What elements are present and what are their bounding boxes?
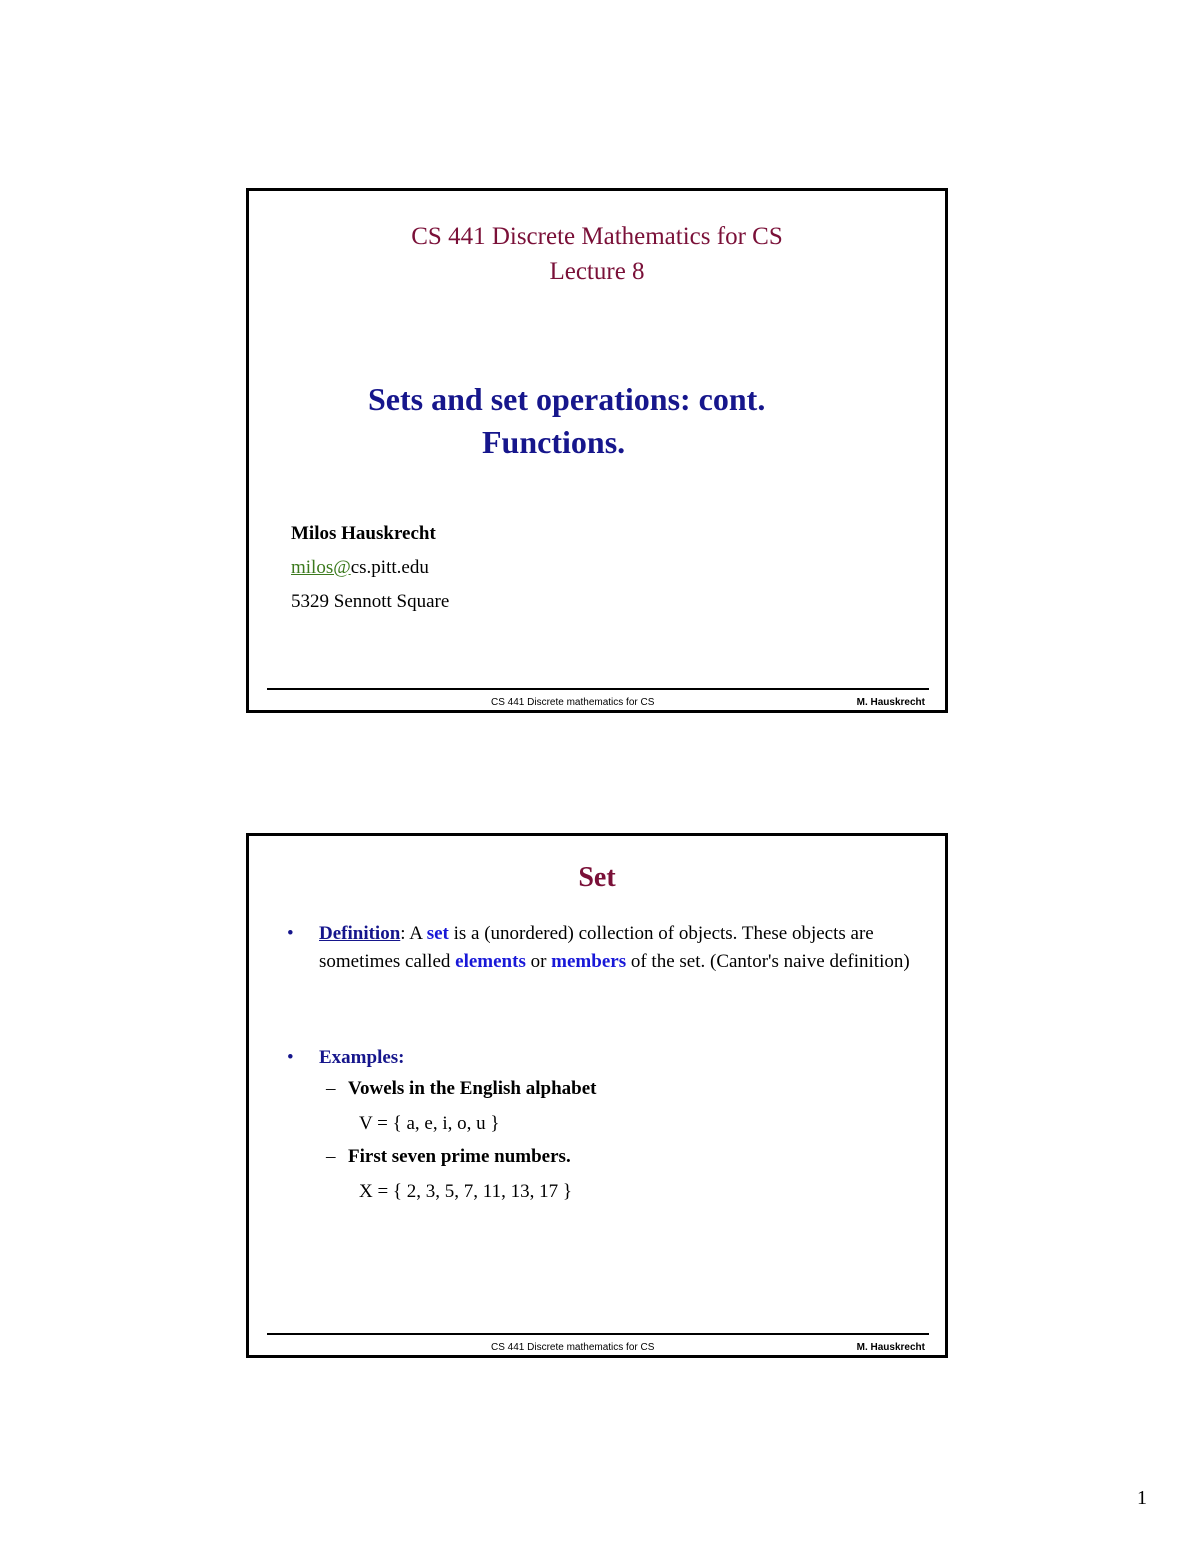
slide-2 [246,833,948,1358]
footer-author: M. Hauskrecht [856,697,925,708]
email-link[interactable]: milos@ [291,557,351,578]
slide-title-line-2: Functions. [482,424,626,460]
definition-label: Definition [319,923,401,944]
definition-colon: : A [400,923,427,944]
example-2-set: X = { 2, 3, 5, 7, 11, 13, 17 } [359,1181,572,1202]
footer-divider [267,1333,929,1335]
course-title: CS 441 Discrete Mathematics for CS [411,223,783,250]
bullet-icon: • [287,923,294,944]
term-members: members [551,951,627,972]
author-email [291,557,429,579]
example-1-title: Vowels in the English alphabet [348,1078,597,1099]
example-1-set: V = { a, e, i, o, u } [359,1113,500,1134]
footer-divider [267,688,929,690]
slide-1 [246,188,948,713]
office-location: 5329 Sennott Square [291,591,450,612]
term-set: set [426,923,449,944]
definition-text [319,920,919,976]
definition-body-2: of the set. (Cantor's naive definition) [626,951,910,972]
page-number: 1 [1137,1487,1147,1509]
lecture-number: Lecture 8 [549,258,645,285]
dash-icon: – [326,1078,336,1099]
footer-author: M. Hauskrecht [856,1342,925,1353]
bullet-icon: • [287,1047,294,1068]
definition-body-1: is a (unordered) collection of objects. These objects are sometimes called [319,923,874,972]
email-domain: cs.pitt.edu [350,557,429,578]
examples-label: Examples: [319,1047,405,1068]
definition-or: or [525,951,552,972]
slide-title-line-1: Sets and set operations: cont. [368,381,766,417]
dash-icon: – [326,1146,336,1167]
example-2-title: First seven prime numbers. [348,1146,571,1167]
term-elements: elements [455,951,526,972]
author-name: Milos Hauskrecht [291,523,436,544]
footer-course: CS 441 Discrete mathematics for CS [491,1342,655,1353]
footer-course: CS 441 Discrete mathematics for CS [491,697,655,708]
slide-title: Set [578,862,616,893]
